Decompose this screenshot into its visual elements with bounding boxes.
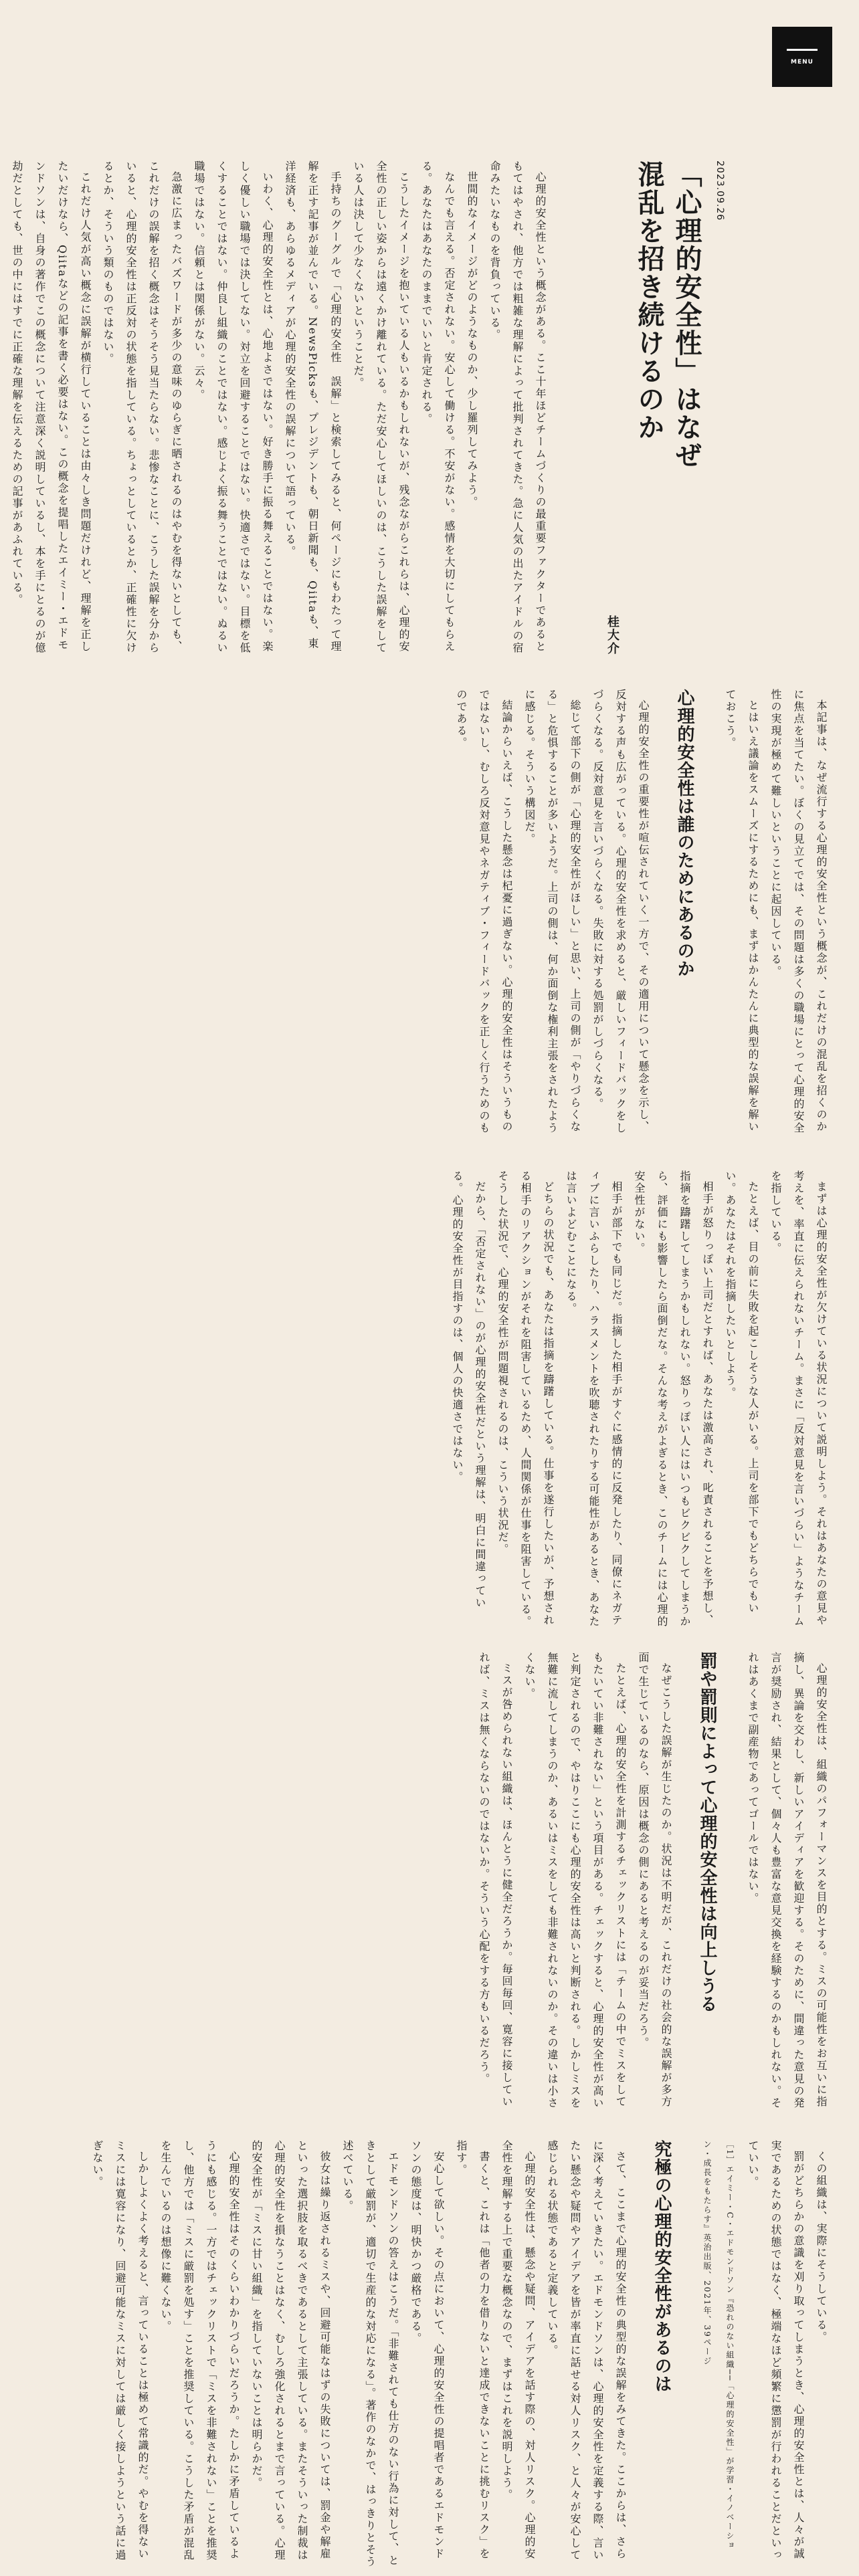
paragraph: だから、「否定されない」のが心理的安全性だという理解は、明白に間違っている。心理的安全性が目指すのは、個人の快適さではない。: [451, 1170, 486, 1609]
article-date: 2023.09.26: [714, 160, 725, 221]
paragraph: 心理的安全性はそのくらいわかりづらいだろうか。たしかに矛盾しているようにも感じる。一方ではチェックリストで「ミスを非難されない」ことを推奨し、他方では「ミスに厳罰を処す」ことを推奨している。こうした矛盾が混乱を生んでいるのは想像に難くない。: [159, 2140, 240, 2561]
paragraph: ミスが咎められない組織は、ほんとうに健全だろうか。毎回毎回、寛容に接していれば、ミスは無くならないのではないか。そういう心配をする方もいるだろう。: [478, 1652, 513, 2108]
paragraph: とはいえ議論をスムーズにするためにも、まずはかんたんに典型的な誤解を解いておこう。: [724, 689, 759, 1133]
article-tier-2: [163, 689, 832, 1137]
paragraph: 結論からいえば、こうした懸念は杞憂に過ぎない。心理的安全性はそういうものではないし、むしろ反対意見やネガティブ・フィードバックを正しく行うためのものである。: [455, 689, 513, 1134]
section-heading-ultimate: 究極の心理的安全性があるのは: [652, 2140, 672, 2393]
paragraph: 安心して欲しい。その点において、心理的安全性の提唱者であるエドモンドソンの態度は、明快かつ厳格である。: [409, 2140, 445, 2560]
paragraph: 書くと、これは「他者の力を借りないと達成できないことに挑むリスク」を指す。: [455, 2140, 490, 2560]
paragraph: エドモンドソンの答えはこうだ。「非難されても仕方のない行為に対して、ときとして厳罰が、適切で生産的な対応になる」。著作のなかで、はっきりとそう述べている。: [341, 2140, 399, 2568]
reference-note: ［1］エイミー・C・エドモンドソン『恐れのない組織──「心理的安全性」が学習・イノベーション・成長をもたらす』英治出版、2021年、39ページ: [702, 2140, 735, 2551]
article-tier-1: [11, 160, 725, 655]
paragraph: 心理的安全性の重要性が喧伝されていく一方で、その適用について懸念を示し、反対する声も広がっている。心理的安全性を求めると、厳しいフィードバックをしづらくなる。反対意見を言いづらくなる。失敗に対する処罰がしづらくなる。: [591, 689, 650, 1134]
article-title-line1: 「心理的安全性」はなぜ: [671, 160, 702, 469]
article-tier-3: [163, 1170, 832, 1632]
paragraph: 手持ちのグーグルで「心理的安全性 誤解」と検索してみると、何ページにもわたって理解を正す記事が並んでいる。NewsPicksも、プレジデントも、朝日新聞も、Qiitaも、東洋経済も、あらゆるメディアが心理的安全性の誤解について語っている。: [284, 160, 342, 653]
paragraph: 急激に広まったバズワードが多少の意味のゆらぎに晒されるのはやむを得ないとしても、これだけの誤解を招く概念はそうそう見当たらない。悲惨なことに、こうした誤解を分からいると、心理的安全性は正反対の状態を指している。ちょっとしているとか、正確性に欠けるとか、そういう類のものではない。: [102, 160, 183, 654]
paragraph: 世間的なイメージがどのようなものか、少し羅列してみよう。: [466, 171, 478, 508]
paragraph: まずは心理的安全性が欠けている状況について説明しよう。それはあなたの意見や考えを、率直に伝えられないチーム。まさに「反対意見を言いづらい」ようなチームを指している。: [769, 1170, 828, 1628]
paragraph: なぜこうした誤解が生じたのか。状況は不明だが、これだけの社会的な誤解が多方面で生じているのなら、原因は概念の側にあると考えるのが妥当だろう。: [637, 1652, 672, 2108]
section-heading-punish: 罰や罰則によって心理的安全性は向上しうる: [697, 1652, 717, 2013]
article-tier-4: [91, 2140, 832, 2568]
paragraph: たとえば、目の前に失敗を起こしそうな人がいる。上司を部下でもどちらでもいい。あなたはそれを指摘したいとしよう。: [724, 1170, 759, 1614]
hamburger-icon: [787, 49, 818, 51]
paragraph: たとえば、心理的安全性を計測するチェックリストには「チームの中でミスをしてもたいてい非難されない」という項目がある。チェックすると、心理的安全性が高いと判定されるので、やはりここにも心理的安全性は高いと判断される。しかしミスを無難に流してしまうのか、あるいはミスをしても非難されないのか。その違いは小さくない。: [523, 1652, 627, 2109]
paragraph: いわく、心理的安全性とは、心地よさではない。好き勝手に振る舞えることではない。楽しく優しい職場では決してない。対立を回避することではない。快適さではない。目標を低くすることではない。仲良し組織のことではない。感じよく振る舞うことではない。ぬるい職場ではない。信頼とは関係がない。云々。: [193, 160, 274, 654]
article-title-line2: 混乱を招き続けるのか: [634, 160, 665, 441]
paragraph: さて、ここまで心理的安全性の典型的な誤解をみてきた。ここからは、さらに深く考えていきたい。エドモンドソンは、心理的安全性を定義する際、言いたい懸念や疑問やアイデアを皆が率直に話せる対人リスク、と人々が安心して感じられる状態であると定義している。: [546, 2140, 627, 2561]
paragraph: 相手が部下でも同じだ。指摘した相手がすぐに感情的に反発したり、同僚にネガティブに言いふらしたり、ハラスメントを吹聴されたりする可能性があるとき、あなたは言いよどむことになる。: [565, 1170, 623, 1628]
paragraph: どちらの状況でも、あなたは指摘を躊躇している。仕事を遂行したいが、予想される相手のリアクションがそれを阻害しているため、人間関係が仕事を阻害している。そうした状況で、心理的安全性が問題視されるのは、こういう状況だ。: [496, 1170, 555, 1628]
article-tier-3b: [163, 1652, 832, 2113]
paragraph: こうしたイメージを抱いている人もいるかもしれないが、残念ながらこれらは、心理的安全性の正しい姿からは遠くかけ離れている。ただ安心してほしいのは、こうした誤解をしている人は決して少なくないということだ。: [352, 160, 410, 654]
paragraph: くの組織は、実際にそうしている。: [815, 2151, 828, 2343]
menu-button[interactable]: [772, 27, 832, 87]
paragraph: 総じて部下の側が「心理的安全性がほしい」と思い、上司の側が「やりづらくなる」と危惧することが多いようだ。上司の側は、何か面倒な権利主張をされたように感じる。そういう構図だ。: [523, 689, 581, 1134]
paragraph: 心理的安全性は、組織のパフォーマンスを目的とする。ミスの可能性をお互いに指摘し、異論を交わし、新しいアイディアを歓迎する。そのために、間違った意見の発言が奨励され、結果として、個々人も豊富な意見交換を経験するのかもしれない。それはあくまで副産物であってゴールではない。: [747, 1652, 828, 2109]
article-title: [630, 160, 705, 655]
paragraph: しかしよくよく考えると、言っていることは極めて常識的だ。やむを得ないミスには寛容になり、回避可能なミスに対しては厳しく接しようという話に過ぎない。: [91, 2140, 149, 2561]
paragraph: なんでも言える。否定されない。安心して働ける。不安がない。感情を大切にしてもらえる。あなたはあなたのままでいいと肯定される。: [420, 160, 456, 653]
paragraph: これだけ人気が高い概念に誤解が横行していることは由々しき問題だけれど、理解を正したいだけなら、Qiitaなどの記事を書く必要はない。この概念を提唱したエイミー・エドモンドソンは、自身の著作でこの概念について注意深く説明しているし、本を手にとるのが億劫だとしても、世の中にはすでに正確な理解を伝えるための記事があふれている。: [11, 160, 92, 654]
paragraph: 本記事は、なぜ流行する心理的安全性という概念が、これだけの混乱を招くのかに焦点を当てたい。ぼくの見立てでは、その問題は多くの職場にとって心理的安全性の実現が極めて難しいということに起因している。: [769, 689, 828, 1134]
menu-label: MENU: [791, 58, 814, 66]
paragraph: 心理的安全性という概念がある。ここ十年ほどチームづくりの最重要ファクターであるともてはやされ、他方では粗雑な理解によって批判されてきた。急に人気の出たアイドルの宿命みたいなものを背負っている。: [488, 160, 547, 654]
paragraph: 相手が怒りっぽい上司だとすれば、あなたは激高され、叱責されることを予想し、指摘を躊躇してしまうかもしれない。怒りっぽい人にはいつもビクビクしてしまうから、評価にも影響したら面倒だな。そんな考えがよぎるとき、このチームには心理的安全性がない。: [633, 1170, 714, 1628]
paragraph: 心理的安全性は、懸念や疑問、アイデアを話す際の、対人リスク。心理的安全性を理解する上で重要な概念なので、まずはこれを説明しよう。: [500, 2140, 536, 2560]
article-author: 桂大介: [605, 615, 619, 655]
paragraph: 罰がどちらかの意識を刈り取ってしまうとき、心理的安全性とは、人々が誠実であるための状態ではなく、極端なほど頻繁に懲罰が行われることだといっていい。: [747, 2140, 805, 2561]
section-heading-who: 心理的安全性は誰のためにあるのか: [674, 689, 694, 978]
paragraph: 彼女は繰り返されるミスや、回避可能なはずの失敗については、罰金や解雇といった選択肢を取るべきであるとして主張している。またそういった制裁は心理的安全性を損なうことはなく、むしろ強化されるとまで言っている。心理的安全性が「ミスに甘い組織」を指していないことは明らかだ。: [250, 2140, 331, 2561]
